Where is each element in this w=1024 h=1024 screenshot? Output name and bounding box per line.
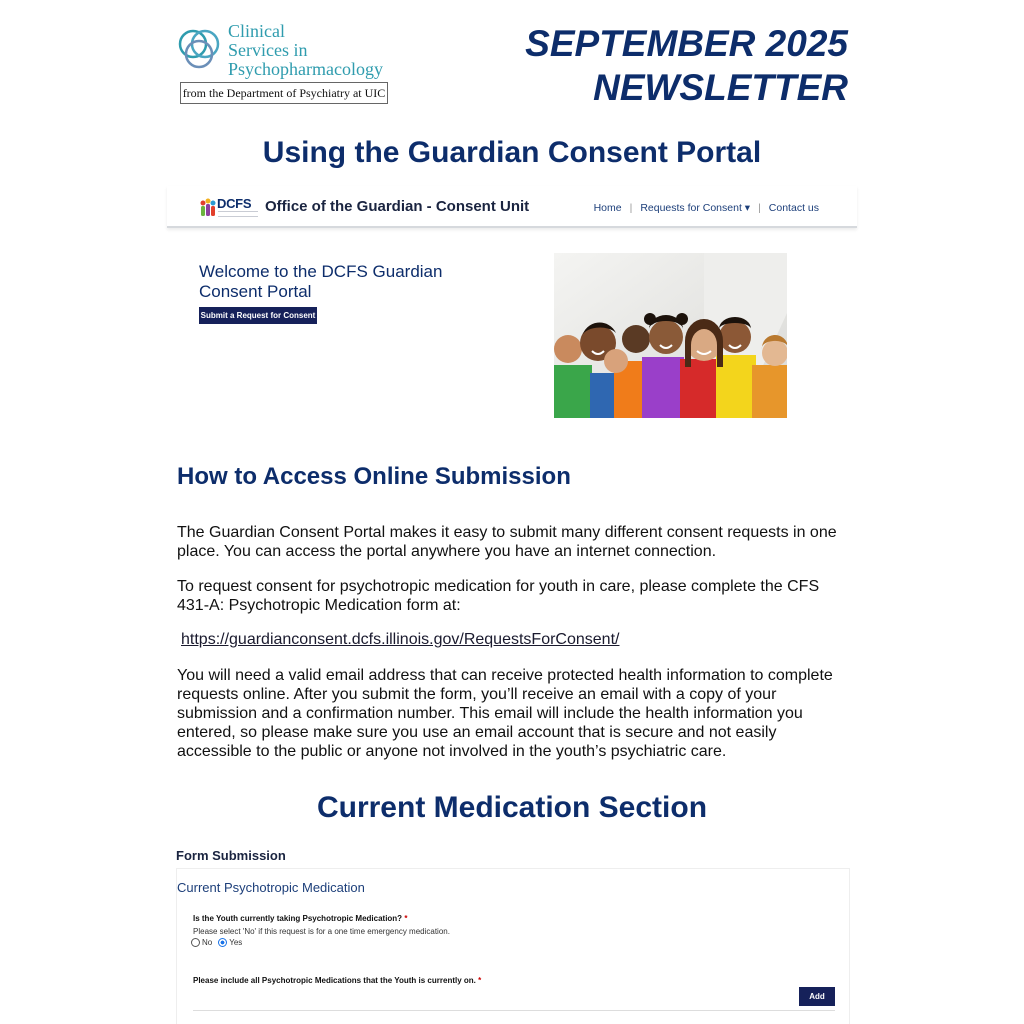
radio-yes[interactable]	[218, 938, 227, 947]
nav-separator: |	[758, 202, 761, 214]
portal-navbar	[167, 186, 857, 228]
submit-request-button[interactable]: Submit a Request for Consent	[199, 307, 317, 324]
dcfs-subtitle-lines	[218, 211, 258, 217]
radio-no[interactable]	[191, 938, 200, 947]
portal-nav-links	[594, 202, 819, 214]
radio-yes-label: Yes	[229, 938, 243, 947]
required-mark: *	[478, 976, 482, 985]
portal-welcome-heading	[199, 262, 499, 302]
newsletter-date: SEPTEMBER 2025	[525, 23, 848, 64]
question-taking-medication	[193, 914, 407, 923]
logo-line-2: Services in	[228, 40, 308, 60]
required-mark: *	[404, 914, 408, 923]
logo-tagline: from the Department of Psychiatry at UIC	[180, 82, 388, 104]
newsletter-label: NEWSLETTER	[593, 67, 848, 108]
access-paragraph-1: The Guardian Consent Portal makes it easy to submit many different consent requests in one place. You can access the portal anywhere you have an internet connection.	[177, 524, 837, 560]
medication-form	[176, 868, 850, 1024]
section-title-portal: Using the Guardian Consent Portal	[262, 136, 762, 169]
guardian-consent-link[interactable]: https://guardianconsent.dcfs.illinois.gov/RequestsForConsent/	[181, 631, 620, 648]
portal-title: Office of the Guardian - Consent Unit	[265, 198, 530, 215]
newsletter-title	[525, 22, 848, 110]
form-divider	[193, 1010, 835, 1011]
children-photo-image	[554, 253, 787, 418]
logo-line-1: Clinical	[228, 21, 285, 41]
question-include-medications	[193, 976, 481, 985]
dcfs-wordmark: DCFS	[217, 196, 252, 211]
access-paragraph-2: To request consent for psychotropic medication for youth in care, please complete the CFS 431-A: Psychotropic Medication form at:	[177, 578, 820, 614]
dcfs-logo	[199, 196, 257, 220]
nav-home[interactable]: Home	[593, 202, 622, 214]
cssp-logo	[176, 20, 388, 108]
question-1-text: Is the Youth currently taking Psychotropic Medication?	[193, 914, 403, 923]
logo-line-3: Psychopharmacology	[228, 59, 383, 79]
children-photo	[554, 253, 787, 418]
medication-radio-group	[191, 938, 242, 947]
nav-separator: |	[629, 202, 633, 214]
logo-text	[228, 22, 383, 79]
welcome-line-2: Consent Portal	[199, 282, 312, 301]
question-1-hint: Please select 'No' if this request is for a one time emergency medication.	[193, 927, 450, 936]
form-subheading: Current Psychotropic Medication	[177, 880, 365, 895]
portal-screenshot	[167, 186, 857, 448]
question-2-text: Please include all Psychotropic Medications that the Youth is currently on.	[193, 976, 476, 985]
radio-no-label: No	[202, 938, 213, 947]
logo-rings-icon	[176, 24, 224, 72]
welcome-line-1: Welcome to the DCFS Guardian	[199, 262, 443, 281]
nav-requests-for-consent[interactable]: Requests for Consent ▾	[640, 202, 751, 214]
nav-contact-us[interactable]: Contact us	[768, 202, 819, 214]
dcfs-figures-icon	[199, 198, 217, 218]
section-title-medication: Current Medication Section	[316, 791, 708, 824]
add-medication-button[interactable]: Add	[799, 987, 835, 1006]
access-paragraph-3: You will need a valid email address that can receive protected health information to complete requests online. After you submit the form, you’ll receive an email with a copy of your submission and a confirmation number. This email will include the health information you entered, so please make sure you use an email account that is secure and not easily accessible to the public or anyone not involved in the youth’s psychiatric care.	[177, 667, 833, 760]
access-heading: How to Access Online Submission	[177, 463, 571, 490]
form-submission-label: Form Submission	[176, 848, 286, 863]
